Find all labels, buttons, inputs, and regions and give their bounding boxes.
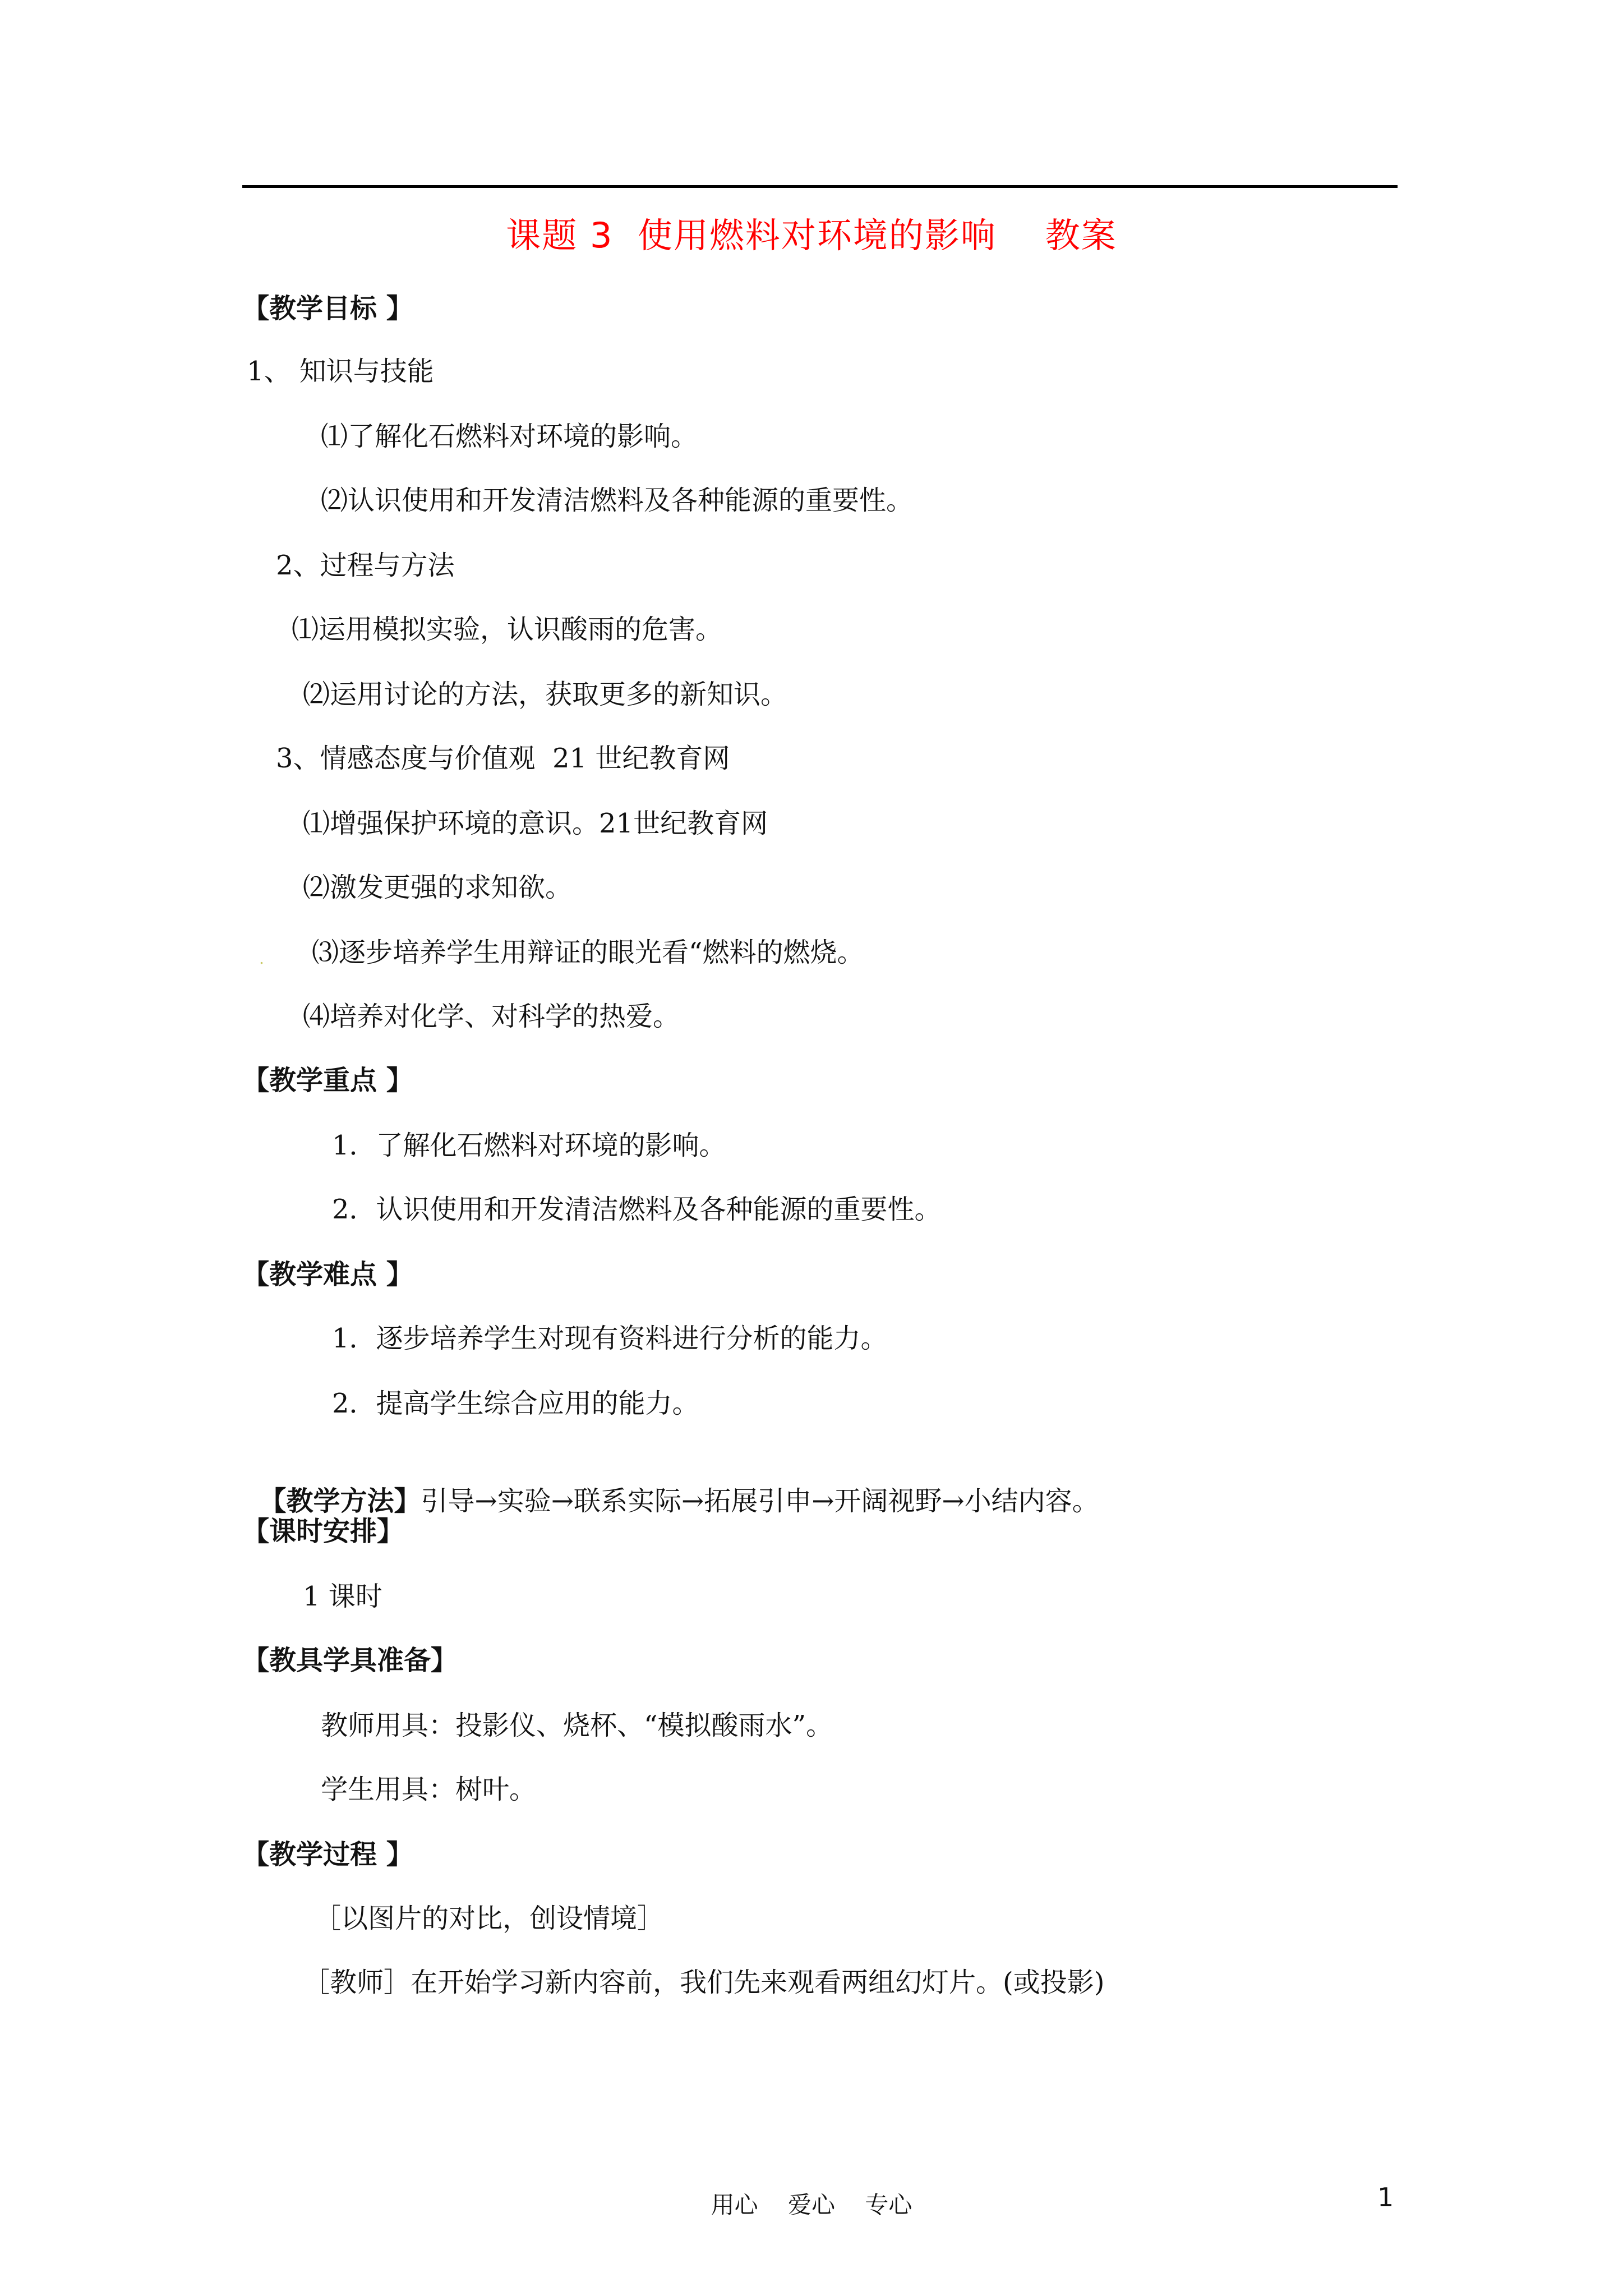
- objectives-sub2-item-2: ⑵运用讨论的方法，获取更多的新知识。: [303, 679, 788, 710]
- key-point-item-1: 1．了解化石燃料对环境的影响。: [332, 1130, 726, 1161]
- methods-heading: 【教学方法】: [259, 1485, 421, 1517]
- key-point-item-2: 2．认识使用和开发清洁燃料及各种能源的重要性。: [332, 1194, 942, 1225]
- objectives-sub3: 3、情感态度与价值观 21 世纪教育网: [276, 743, 730, 774]
- objectives-sub3-item-4: ⑷培养对化学、对科学的热爱。: [303, 1001, 680, 1032]
- difficulty-item-1: 1．逐步培养学生对现有资料进行分析的能力。: [332, 1323, 888, 1354]
- tools-student: 学生用具：树叶。: [321, 1774, 537, 1805]
- objectives-sub3-item-2: ⑵激发更强的求知欲。: [303, 872, 573, 903]
- key-points-heading: 【教学重点 】: [242, 1065, 413, 1096]
- header-rule: [242, 185, 1398, 188]
- schedule-text: 1 课时: [303, 1581, 382, 1612]
- objectives-sub3-item-1: ⑴增强保护环境的意识。21世纪教育网: [303, 808, 768, 839]
- difficulties-heading: 【教学难点 】: [242, 1259, 413, 1290]
- tools-heading: 【教具学具准备】: [242, 1645, 458, 1676]
- process-teacher-line: ［教师］在开始学习新内容前，我们先来观看两组幻灯片。(或投影): [303, 1967, 1105, 1998]
- stray-dot: .: [259, 949, 264, 968]
- tools-teacher: 教师用具：投影仪、烧杯、“模拟酸雨水”。: [321, 1710, 833, 1741]
- objectives-sub1: 1、 知识与技能: [247, 356, 434, 387]
- methods-text: 引导→实验→联系实际→拓展引申→开阔视野→小结内容。: [421, 1485, 1099, 1517]
- objectives-sub2: 2、过程与方法: [276, 550, 455, 581]
- process-heading: 【教学过程 】: [242, 1839, 413, 1870]
- page-number: 1: [1377, 2182, 1394, 2212]
- objectives-sub1-item-2: ⑵认识使用和开发清洁燃料及各种能源的重要性。: [321, 485, 914, 516]
- document-title: 课题 3 使用燃料对环境的影响 教案: [506, 215, 1117, 256]
- methods-row: [242, 1451, 1099, 1518]
- objectives-sub2-item-1: ⑴运用模拟实验，认识酸雨的危害。: [292, 614, 723, 645]
- objectives-sub1-item-1: ⑴了解化石燃料对环境的影响。: [321, 421, 698, 452]
- process-intro: ［以图片的对比，创设情境］: [314, 1903, 665, 1934]
- objectives-heading: 【教学目标 】: [242, 293, 413, 324]
- objectives-sub3-item-3: ⑶逐步培养学生用辩证的眼光看“燃料的燃烧。: [312, 937, 864, 968]
- difficulty-item-2: 2．提高学生综合应用的能力。: [332, 1388, 699, 1419]
- footer-motto: 用心 爱心 专心: [711, 2191, 912, 2219]
- schedule-heading: 【课时安排】: [242, 1516, 404, 1547]
